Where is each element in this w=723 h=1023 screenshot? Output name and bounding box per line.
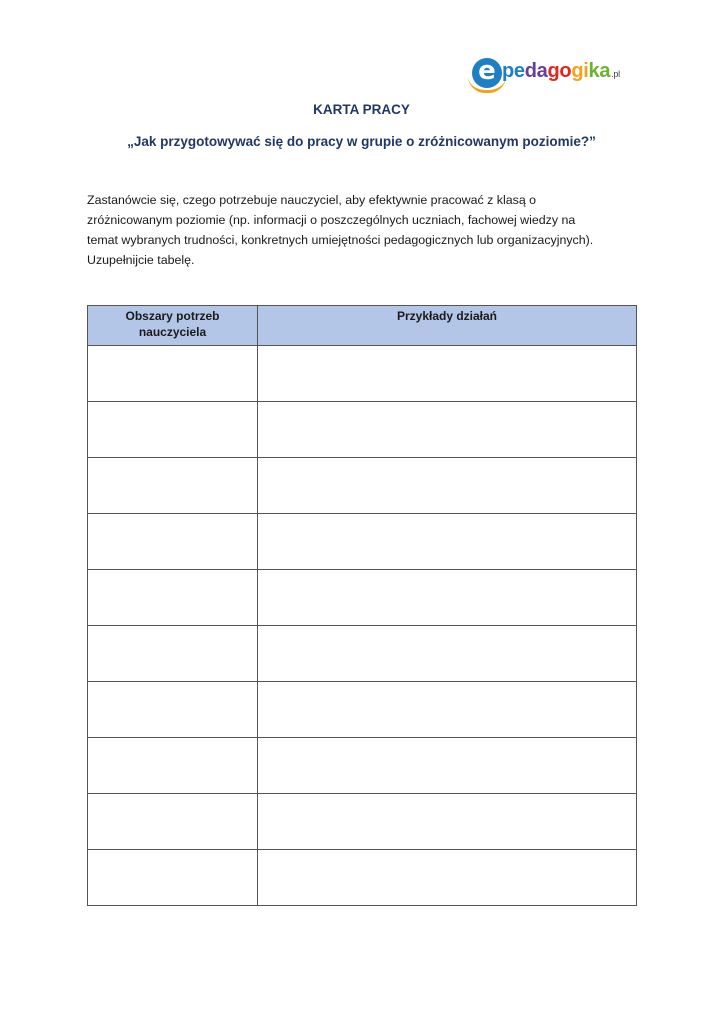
logo-part: da [524, 60, 548, 82]
column-header-line: Obszary potrzeb [125, 309, 220, 323]
table-row [88, 458, 637, 514]
instructions-line: temat wybranych trudności, konkretnych umiejętności pedagogicznych lub organizacyjnych). [87, 233, 594, 247]
actions-cell[interactable] [258, 682, 637, 738]
instructions-paragraph [87, 190, 647, 270]
epedagogika-logo [470, 56, 630, 92]
needs-cell[interactable] [88, 738, 258, 794]
table-row [88, 626, 637, 682]
logo-part: pe [502, 60, 525, 82]
actions-cell[interactable] [258, 738, 637, 794]
needs-cell[interactable] [88, 514, 258, 570]
instructions-line: Uzupełnijcie tabelę. [87, 253, 195, 267]
actions-cell[interactable] [258, 458, 637, 514]
needs-cell[interactable] [88, 794, 258, 850]
actions-cell[interactable] [258, 850, 637, 906]
instructions-line: zróżnicowanym poziomie (np. informacji o poszczególnych uczniach, fachowej wiedzy na [87, 213, 576, 227]
logo-e-icon: e [472, 58, 502, 88]
page-title: KARTA PRACY [313, 102, 410, 117]
needs-cell[interactable] [88, 570, 258, 626]
column-header-line: nauczyciela [138, 325, 207, 339]
needs-table [87, 305, 637, 906]
column-header-actions: Przykłady działań [258, 306, 637, 346]
actions-cell[interactable] [258, 346, 637, 402]
needs-cell[interactable] [88, 850, 258, 906]
actions-cell[interactable] [258, 402, 637, 458]
table-row [88, 850, 637, 906]
table-row [88, 738, 637, 794]
table-row [88, 514, 637, 570]
needs-cell[interactable] [88, 402, 258, 458]
table-row [88, 346, 637, 402]
logo-part: ka [588, 60, 611, 82]
actions-cell[interactable] [258, 514, 637, 570]
table-row [88, 402, 637, 458]
table-row [88, 570, 637, 626]
page-subtitle: „Jak przygotowywać się do pracy w grupie o zróżnicowanym poziomie?” [127, 134, 596, 149]
logo-part: gi [571, 60, 589, 82]
instructions-line: Zastanówcie się, czego potrzebuje nauczyciel, aby efektywnie pracować z klasą o [87, 193, 537, 207]
actions-cell[interactable] [258, 794, 637, 850]
column-header-needs [88, 306, 258, 346]
needs-cell[interactable] [88, 346, 258, 402]
needs-cell[interactable] [88, 458, 258, 514]
logo-wordmark [502, 60, 620, 83]
logo-part: go [547, 60, 572, 82]
table-header-row [88, 306, 637, 346]
table-row [88, 794, 637, 850]
logo-tld: .pl [611, 69, 620, 79]
needs-cell[interactable] [88, 682, 258, 738]
table-row [88, 682, 637, 738]
actions-cell[interactable] [258, 626, 637, 682]
actions-cell[interactable] [258, 570, 637, 626]
needs-cell[interactable] [88, 626, 258, 682]
